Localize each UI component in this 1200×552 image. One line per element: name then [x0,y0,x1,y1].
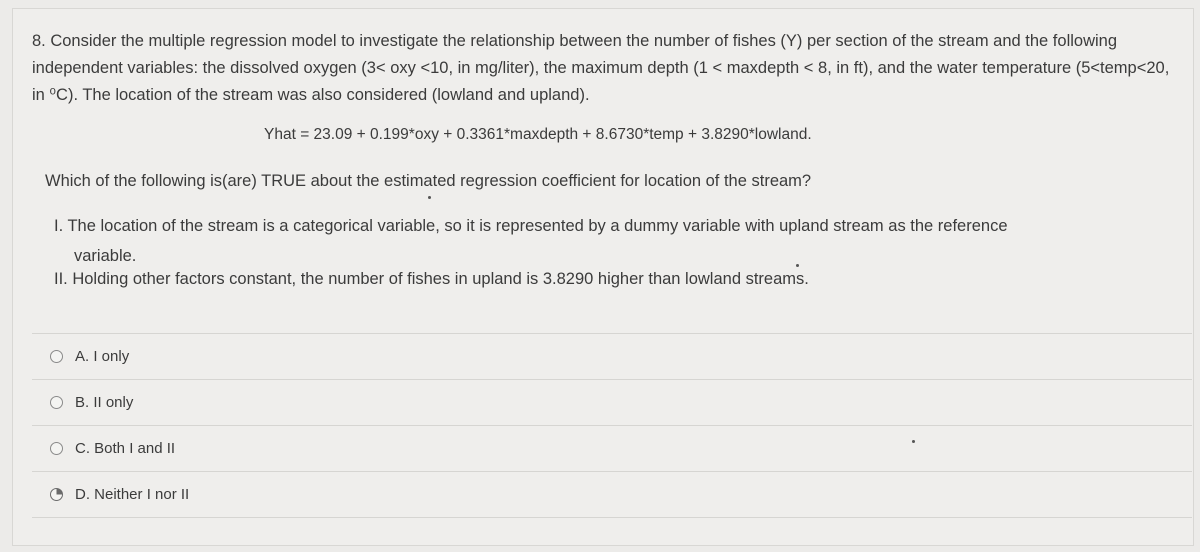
option-b-label: B. II only [75,394,134,411]
option-a[interactable] [32,334,1192,380]
answer-options [32,334,1192,518]
regression-equation: Yhat = 23.09 + 0.199*oxy + 0.3361*maxdepth + 8.6730*temp + 3.8290*lowland. [264,126,812,143]
radio-icon[interactable] [50,350,63,363]
statement-i-line1: I. The location of the stream is a categorical variable, so it is represented by a dummy variable with upland stream as the reference [54,217,1008,235]
speck-dot [912,440,915,443]
radio-icon[interactable] [50,488,63,501]
statement-i [54,211,1164,271]
option-c[interactable] [32,426,1192,472]
question-text: 8. Consider the multiple regression model to investigate the relationship between the number of fishes (Y) per section of the stream and the following independent variables: the dissolved oxygen (3< oxy <10, in mg/liter), the maximum depth (1 < maxdepth < 8, in ft), and the water temperature (5<temp<20, in ⁰C). The location of the stream was also considered (lowland and upland). [32,32,1170,104]
radio-icon[interactable] [50,396,63,409]
speck-dot [428,196,431,199]
option-a-label: A. I only [75,348,130,365]
question-prompt: Which of the following is(are) TRUE about the estimated regression coefficient for location of the stream? [45,172,812,190]
option-d-label: D. Neither I nor II [75,486,190,503]
speck-dot [796,264,799,267]
statement-ii: II. Holding other factors constant, the number of fishes in upland is 3.8290 higher than lowland streams. [54,270,809,288]
option-d[interactable] [32,472,1192,518]
option-c-label: C. Both I and II [75,440,176,457]
radio-icon[interactable] [50,442,63,455]
option-b[interactable] [32,380,1192,426]
statement-i-line2: variable. [74,247,137,265]
